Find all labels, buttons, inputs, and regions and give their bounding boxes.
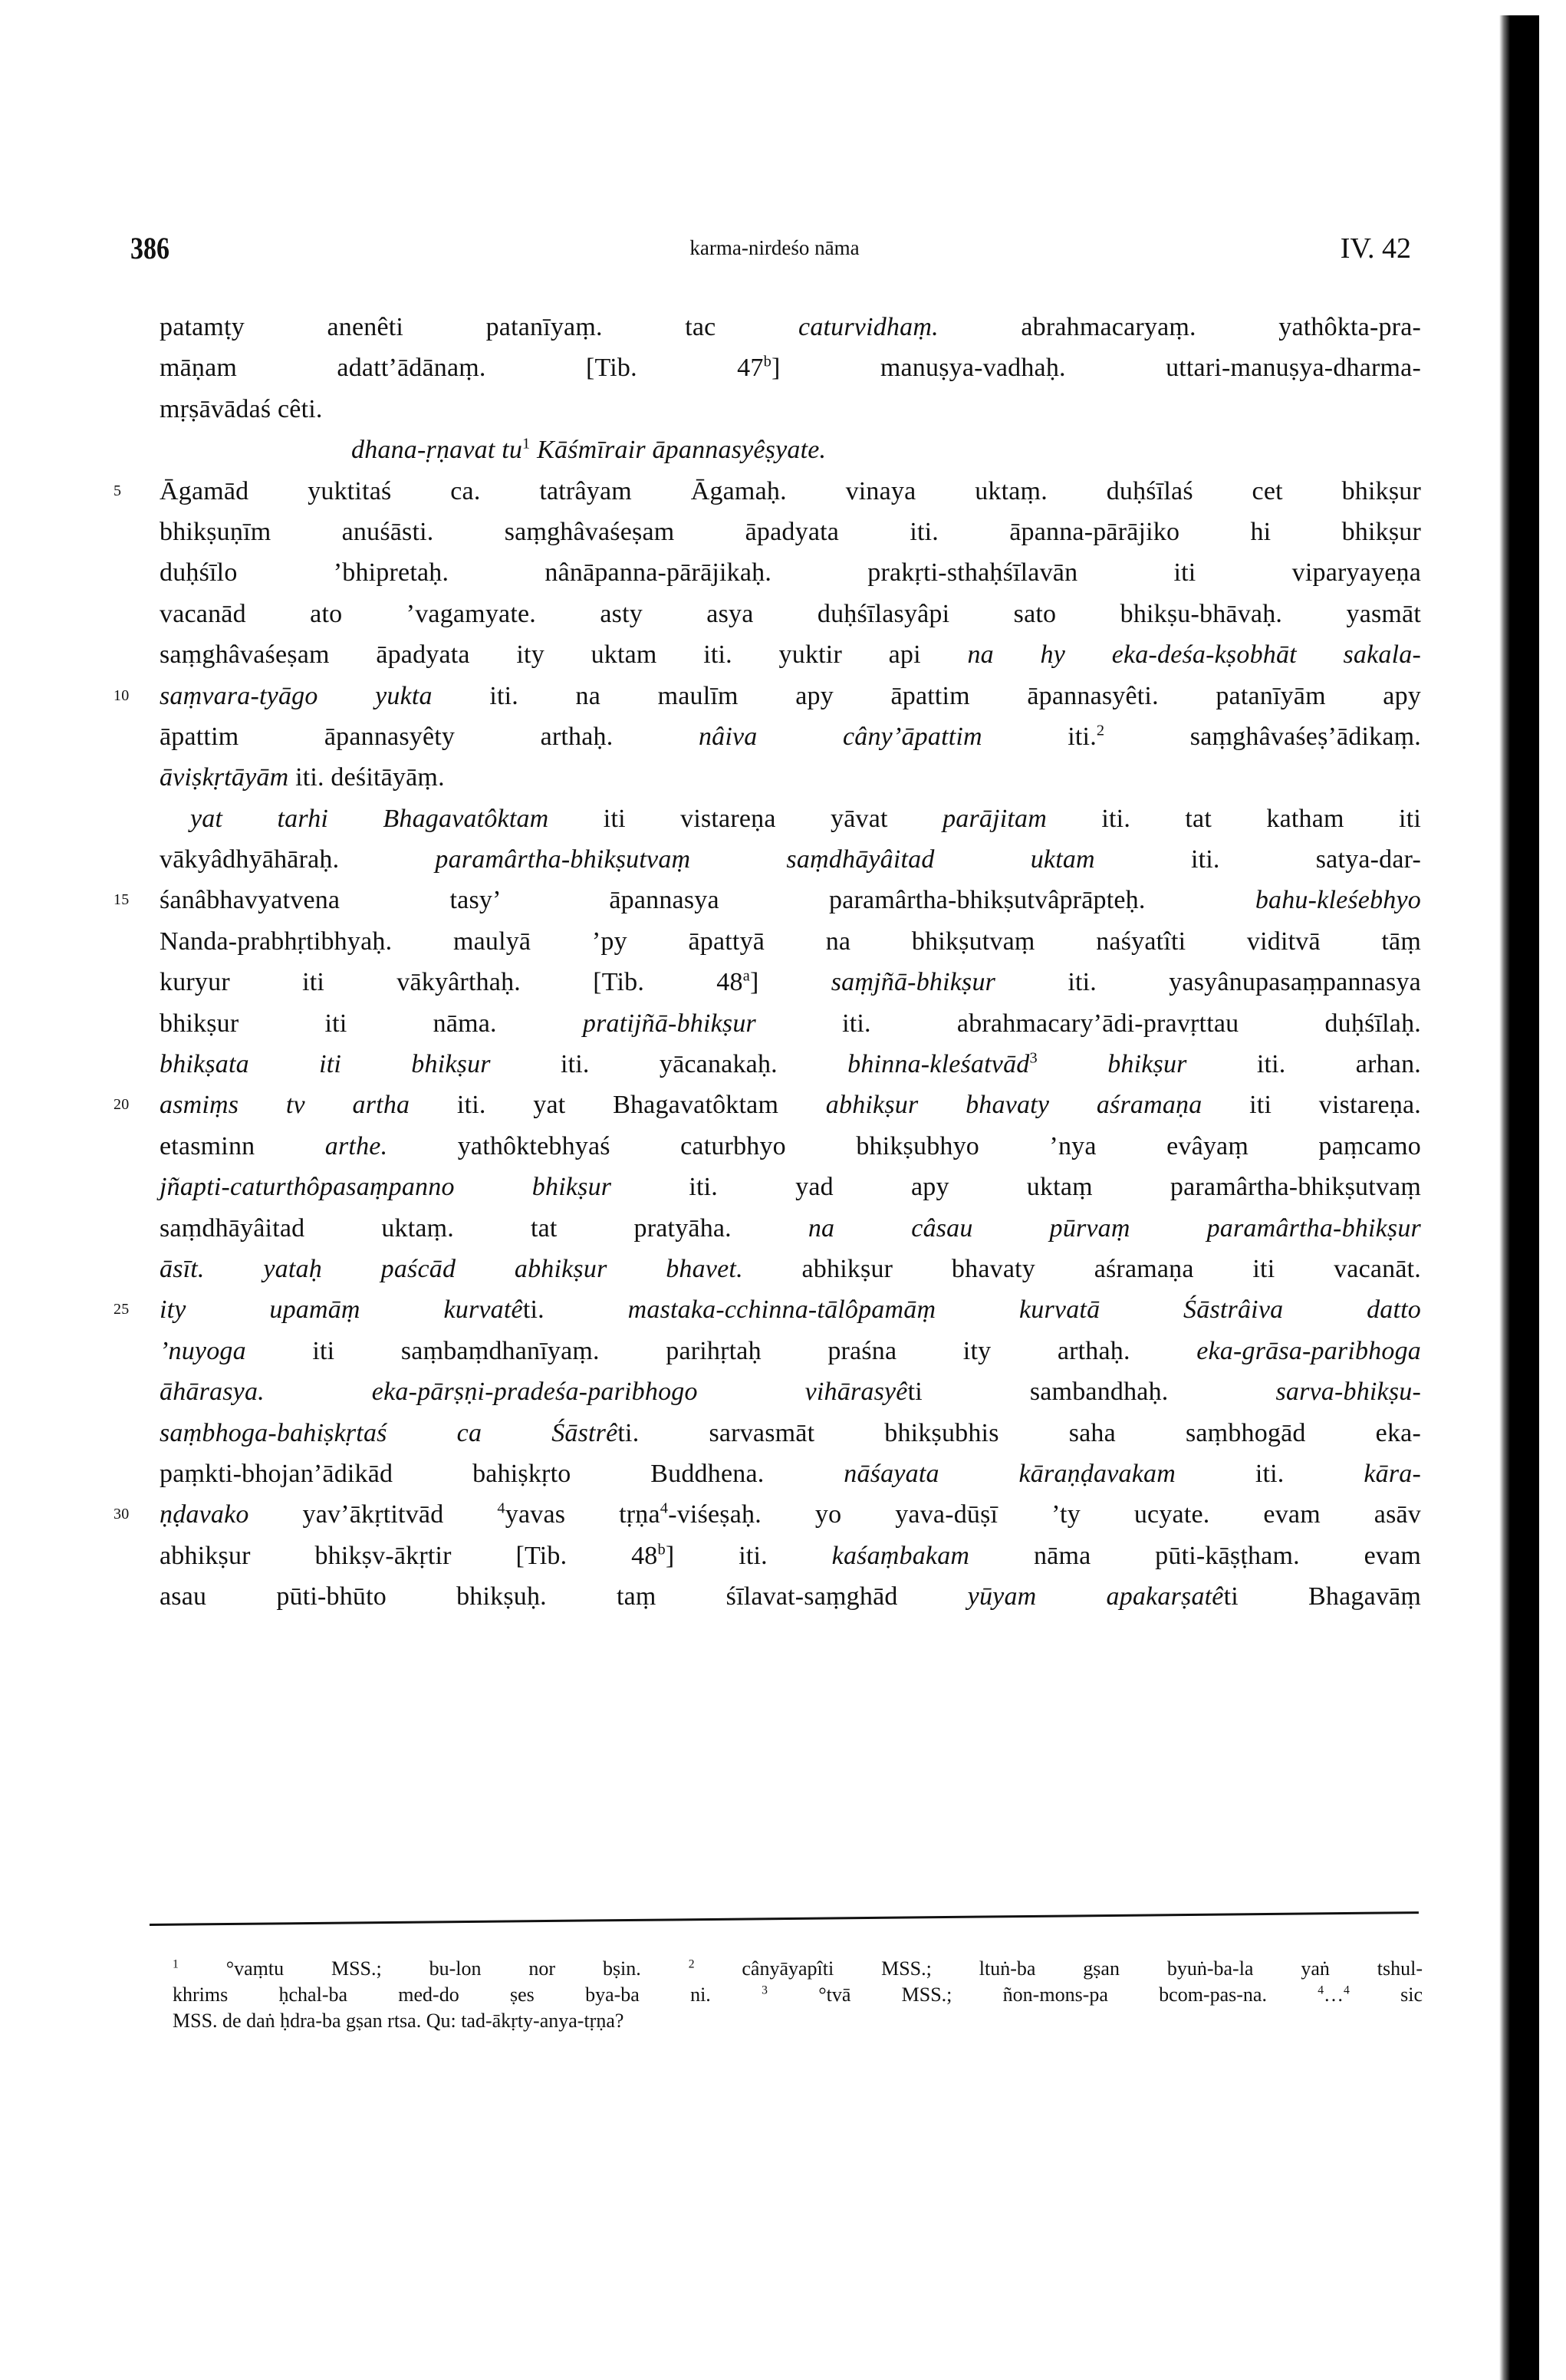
text-run: kuryur iti vākyârthaḥ. [Tib. 48 — [160, 968, 743, 997]
text-run: mṛṣāvādaś cêti. — [160, 394, 323, 423]
text-line — [160, 389, 1421, 430]
page-number: 386 — [130, 231, 169, 265]
text-line — [160, 594, 1421, 634]
text-run: sic — [1349, 1983, 1423, 2006]
text-run: saṃghâvaśeṣ’ādikaṃ. — [1104, 722, 1422, 751]
italic-text: nâiva câny’āpattim — [698, 722, 982, 751]
text-run: iti vistareṇa yāvat — [548, 804, 943, 833]
italic-text: pratijñā-bhikṣur — [582, 1009, 756, 1038]
italic-text: yat tarhi Bhagavatôktam — [190, 804, 549, 833]
footnote-marker: 4 — [1318, 1983, 1324, 1997]
text-run: yathôktebhyaś caturbhyo bhikṣubhyo ’nya evâyaṃ paṃcamo — [387, 1131, 1421, 1160]
italic-text: caturvidhaṃ. — [798, 313, 939, 341]
running-title: karma-nirdeśo nāma — [689, 236, 860, 259]
footnote-marker: 2 — [1096, 722, 1105, 739]
text-line — [160, 347, 1421, 388]
italic-text: mastaka-cchinna-tālôpamāṃ kurvatā Śāstrâiva datto — [627, 1295, 1421, 1325]
text-line — [114, 676, 1421, 716]
text-line — [114, 1085, 1422, 1125]
text-run: khrims ḥchal-ba med-do ṣes bya-ba ni. — [173, 1983, 762, 2006]
text-run: iti. yasyânupasaṃpannasya — [995, 968, 1421, 997]
text-line — [114, 1289, 1421, 1330]
text-run: iti. tat katham iti — [1047, 804, 1421, 833]
italic-text: āhārasya. eka-pārṣṇi-pradeśa-paribhogo vihārasyê — [160, 1378, 908, 1407]
text-line — [114, 880, 1421, 920]
footnote-marker: 2 — [688, 1957, 695, 1971]
italic-text: na hy eka-deśa-kṣobhāt sakala- — [967, 640, 1421, 670]
text-run: yav’ākṛtitvād — [248, 1500, 498, 1529]
text-run: vacanād ato ’vagamyate. asty asya duḥśīlasyâpi sato bhikṣu-bhāvaḥ. yasmāt — [160, 599, 1421, 628]
text-run: etasminn — [160, 1131, 325, 1160]
text-run: iti. na maulīm apy āpattim āpannasyêti. patanīyām apy — [432, 681, 1421, 710]
text-line — [114, 1494, 1422, 1535]
italic-text: abhikṣur bhavaty aśramaṇa — [825, 1091, 1202, 1120]
text-run: paṃkti-bhojan’ādikād bahiṣkṛto Buddhena. — [160, 1459, 844, 1488]
italic-text: bhikṣata iti bhikṣur — [160, 1050, 491, 1079]
scan-binding-shadow — [1499, 15, 1539, 2380]
text-run: iti. arhan. — [1186, 1050, 1421, 1079]
text-run: bhikṣuṇīm anuśāsti. saṃghâvaśeṣam āpadyata iti. āpanna-pārājiko hi bhikṣur — [160, 517, 1421, 546]
text-run: ] iti. — [665, 1541, 832, 1570]
italic-text: sarva-bhikṣu- — [1275, 1378, 1422, 1407]
text-line — [160, 1249, 1421, 1289]
text-line — [160, 1331, 1421, 1371]
line-number: 25 — [114, 1301, 130, 1318]
footnote-marker: b — [763, 354, 771, 371]
text-run: MSS. de daṅ ḥdra-ba gṣan rtsa. Qu: tad-ākṛty-anya-tṛṇa? — [173, 2010, 624, 2032]
text-run: yavas tṛṇa — [505, 1500, 660, 1529]
text-run: vākyâdhyāhāraḥ. — [160, 845, 436, 874]
footnote-marker: b — [657, 1541, 666, 1559]
text-run: iti. yat Bhagavatôktam — [410, 1091, 826, 1120]
text-run: iti. abrahmacary’ādi-pravṛttau duḥśīlaḥ. — [755, 1009, 1421, 1038]
italic-text: eka-grāsa-paribhoga — [1196, 1336, 1421, 1365]
text-run: māṇam adatt’ādānaṃ. [Tib. 47 — [160, 354, 764, 383]
text-line — [160, 798, 1421, 839]
main-text — [114, 307, 1422, 1618]
text-line — [160, 307, 1421, 347]
line-number: 30 — [114, 1506, 130, 1523]
italic-text: āviṣkṛtāyām — [160, 763, 289, 792]
text-run: … — [1324, 1983, 1344, 2006]
footnote-line — [173, 2008, 1423, 2034]
section-reference: IV. 42 — [1340, 232, 1411, 265]
italic-text: jñapti-caturthôpasaṃpanno bhikṣur — [160, 1173, 612, 1202]
text-run: saṃghâvaśeṣam āpadyata ity uktam iti. yuktir api — [160, 640, 968, 670]
italic-text: ’nuyoga — [160, 1336, 246, 1365]
text-run: ] — [749, 968, 831, 997]
text-run: Āgamād yuktitaś ca. tatrâyam Āgamaḥ. vinaya uktaṃ. duḥśīlaś cet bhikṣur — [160, 476, 1421, 505]
italic-text: arthe. — [324, 1131, 388, 1160]
text-run: abhikṣur bhikṣv-ākṛtir [Tib. 48 — [160, 1541, 658, 1570]
text-line — [160, 716, 1421, 757]
italic-text: ity upamāṃ kurvatê — [160, 1295, 523, 1325]
footnote-marker: 4 — [1344, 1983, 1350, 1997]
text-line — [160, 962, 1421, 1002]
text-line — [160, 1536, 1421, 1576]
text-run: iti vistareṇa. — [1202, 1091, 1422, 1120]
footnote-marker: 4 — [660, 1500, 669, 1517]
italic-text: bhikṣur — [1107, 1050, 1187, 1079]
italic-text: parājitam — [943, 804, 1047, 833]
text-run: Nanda-prabhṛtibhyaḥ. maulyā ’py āpattyā na bhikṣutvaṃ naśyatîti viditvā tāṃ — [160, 927, 1421, 956]
footnotes — [173, 1956, 1423, 2034]
text-run: śanâbhavyatvena tasy’ āpannasya paramârtha-bhikṣutvâprāpteḥ. — [160, 886, 1255, 915]
text-line — [160, 1003, 1421, 1044]
text-line — [160, 757, 1421, 798]
text-run: iti. yad apy uktaṃ paramârtha-bhikṣutvaṃ — [611, 1173, 1421, 1202]
italic-text: asmiṃs tv artha — [160, 1091, 410, 1120]
italic-text: bhinna-kleśatvād — [847, 1050, 1030, 1079]
italic-text: dhana-ṛṇavat tu — [351, 436, 523, 465]
text-run: iti. — [982, 722, 1097, 751]
italic-text: yūyam apakarṣatê — [967, 1582, 1224, 1611]
text-run: iti saṃbaṃdhanīyaṃ. parihṛtaḥ praśna ity arthaḥ. — [245, 1336, 1197, 1365]
text-line — [160, 1453, 1421, 1494]
footnote-marker: 3 — [1029, 1049, 1038, 1067]
text-run: saṃdhāyâitad uktaṃ. tat pratyāha. — [160, 1213, 808, 1243]
text-line — [160, 839, 1421, 880]
footnote-marker: 1 — [173, 1957, 179, 1971]
text-run: °vaṃtu MSS.; bu-lon nor bṣin. — [178, 1957, 689, 1980]
text-run: ti Bhagavāṃ — [1223, 1582, 1421, 1611]
text-run: bhikṣur iti nāma. — [160, 1009, 583, 1038]
text-run: cânyāyapîti MSS.; ltuṅ-ba gṣan byuṅ-ba-la yaṅ tshul- — [694, 1957, 1423, 1980]
text-line — [160, 1413, 1421, 1453]
text-run — [1038, 1050, 1107, 1078]
text-line — [160, 1044, 1421, 1085]
italic-text: kaśaṃbakam — [831, 1541, 970, 1570]
text-line — [160, 634, 1421, 675]
text-line — [160, 1126, 1421, 1167]
page-header — [130, 230, 1419, 276]
text-run: iti. satya-dar- — [1094, 845, 1421, 874]
text-line — [160, 1576, 1421, 1617]
italic-text: saṃbhoga-bahiṣkṛtaś ca Śāstrê — [160, 1418, 618, 1447]
footnote-marker: a — [742, 967, 750, 985]
text-line — [160, 430, 1421, 470]
footnote-marker: 4 — [497, 1500, 505, 1517]
footnote-marker: 1 — [522, 435, 531, 453]
text-run: -viśeṣaḥ. yo yava-dūṣī ’ty ucyate. evam asāv — [668, 1500, 1422, 1529]
italic-text: kāra- — [1364, 1459, 1421, 1488]
italic-text: bahu-kleśebhyo — [1255, 886, 1421, 915]
italic-text: ṇḍavako — [160, 1500, 249, 1529]
text-line — [160, 1208, 1421, 1249]
text-run: duḥśīlo ’bhipretaḥ. nânāpanna-pārājikaḥ. prakṛti-sthaḥśīlavān iti viparyayeṇa — [160, 558, 1421, 588]
italic-text: āsīt. yataḥ paścād abhikṣur bhavet. — [160, 1254, 743, 1283]
text-line — [160, 921, 1421, 962]
text-run: iti. deśitāyāṃ. — [288, 763, 445, 792]
italic-text: Kāśmīrair āpannasyêṣyate. — [530, 436, 827, 465]
line-number: 20 — [114, 1096, 130, 1114]
text-run: āpattim āpannasyêty arthaḥ. — [160, 722, 699, 751]
text-line — [160, 552, 1421, 593]
italic-text: paramârtha-bhikṣutvaṃ saṃdhāyâitad uktam — [435, 845, 1095, 874]
footnote-rule — [150, 1911, 1419, 1926]
text-run: ti. sarvasmāt bhikṣubhis saha saṃbhogād eka- — [617, 1418, 1421, 1447]
text-run: patamṭy anenêti patanīyaṃ. tac — [160, 313, 799, 341]
text-line — [160, 1167, 1421, 1207]
text-run: nāma pūti-kāṣṭham. evam — [969, 1541, 1422, 1570]
footnote-marker: 3 — [762, 1983, 768, 1997]
text-run: ti sambandhaḥ. — [907, 1378, 1276, 1407]
italic-text: saṃvara-tyāgo yukta — [160, 681, 433, 710]
text-run: abrahmacaryaṃ. yathôkta-pra- — [938, 313, 1422, 341]
text-run: °tvā MSS.; ñon-mons-pa bcom-pas-na. — [767, 1983, 1318, 2006]
text-run: abhikṣur bhavaty aśramaṇa iti vacanāt. — [742, 1254, 1421, 1283]
text-run: ti. — [522, 1295, 628, 1325]
line-number: 5 — [114, 482, 122, 499]
line-number: 15 — [114, 891, 130, 909]
footnote-line — [173, 1956, 1423, 1982]
text-run: iti. — [1175, 1459, 1364, 1488]
italic-text: saṃjñā-bhikṣur — [831, 968, 996, 997]
italic-text: na câsau pūrvaṃ paramârtha-bhikṣur — [808, 1213, 1421, 1243]
italic-text: nāśayata kāraṇḍavakam — [844, 1459, 1176, 1488]
footnote-line — [173, 1982, 1423, 2008]
text-run: asau pūti-bhūto bhikṣuḥ. taṃ śīlavat-saṃghād — [160, 1582, 968, 1611]
text-line — [114, 471, 1421, 512]
text-line — [160, 1371, 1421, 1412]
text-line — [160, 512, 1421, 552]
text-run: ] manuṣya-vadhaḥ. uttari-manuṣya-dharma- — [771, 354, 1421, 383]
line-number: 10 — [114, 686, 130, 704]
text-run: iti. yācanakaḥ. — [490, 1050, 848, 1079]
